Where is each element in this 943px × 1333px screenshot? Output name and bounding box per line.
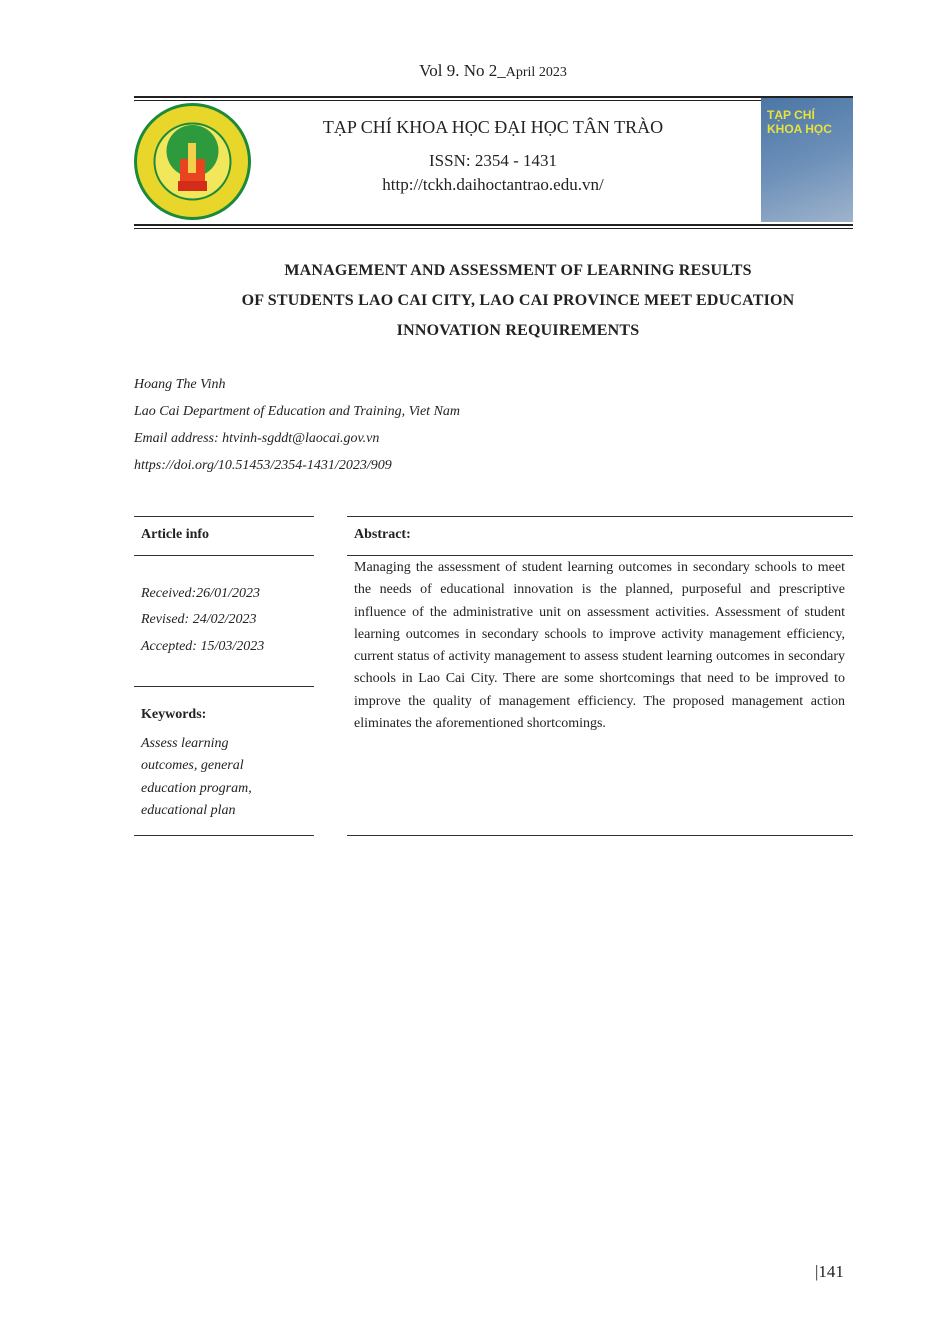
accepted-date: Accepted: 15/03/2023 — [141, 639, 265, 654]
keyword-line: Assess learning — [141, 736, 229, 751]
author-name: Hoang The Vinh — [134, 377, 226, 392]
divider — [134, 516, 314, 517]
abstract-text: Managing the assessment of student learning outcomes in secondary schools to meet the needs of educational innovation is the planned, purposeful and prescriptive influence of the administrative unit on assessment activities. Assessment of student learning outcomes in secondary schools to improve activity management efficiency, current status of activity management to assess student learning outcomes in secondary schools in Lao Cai City. There are some shortcomings that need to be improved to improve the quality of management efficiency. The proposed management action eliminates the aforementioned shortcomings. — [354, 560, 845, 732]
author-affiliation: Lao Cai Department of Education and Training, Viet Nam — [134, 404, 461, 419]
issn: ISSN: 2354 - 1431 — [429, 151, 557, 170]
author-email[interactable]: Email address: htvinh-sgddt@laocai.gov.vn — [134, 431, 380, 446]
keyword-line: educational plan — [141, 802, 236, 818]
received-date: Received:26/01/2023 — [141, 586, 260, 601]
revised-date: Revised: 24/02/2023 — [141, 612, 257, 627]
article-info-label: Article info — [141, 527, 210, 542]
divider — [347, 555, 853, 556]
journal-name: TẠP CHÍ KHOA HỌC ĐẠI HỌC TÂN TRÀO — [322, 117, 664, 137]
divider — [134, 835, 314, 836]
page-number: |141 — [815, 1262, 844, 1281]
journal-url[interactable]: http://tckh.daihoctantrao.edu.vn/ — [382, 175, 604, 194]
title-line: INNOVATION REQUIREMENTS — [396, 322, 640, 339]
title-line: MANAGEMENT AND ASSESSMENT OF LEARNING RESULTS — [284, 262, 752, 279]
volume-info — [0, 61, 943, 81]
header-rule-top — [134, 96, 853, 98]
volume: Vol 9. No 2_ — [419, 61, 506, 80]
issue-month: April 2023 — [505, 65, 567, 80]
divider — [347, 516, 853, 517]
keywords — [141, 733, 252, 822]
divider — [134, 555, 314, 556]
title-line: OF STUDENTS LAO CAI CITY, LAO CAI PROVINCE MEET EDUCATION — [241, 292, 795, 309]
doi-link[interactable]: https://doi.org/10.51453/2354-1431/2023/909 — [134, 458, 392, 473]
divider — [134, 686, 314, 687]
keyword-line: outcomes, general — [141, 758, 244, 774]
keywords-label: Keywords: — [141, 707, 207, 722]
header-rule-bottom — [134, 224, 853, 226]
divider — [347, 835, 853, 836]
abstract-label: Abstract: — [354, 527, 411, 542]
journal-cover: TẠP CHÍ KHOA HỌC — [761, 98, 853, 222]
keyword-line: education program, — [141, 780, 252, 796]
article-title — [134, 256, 902, 346]
